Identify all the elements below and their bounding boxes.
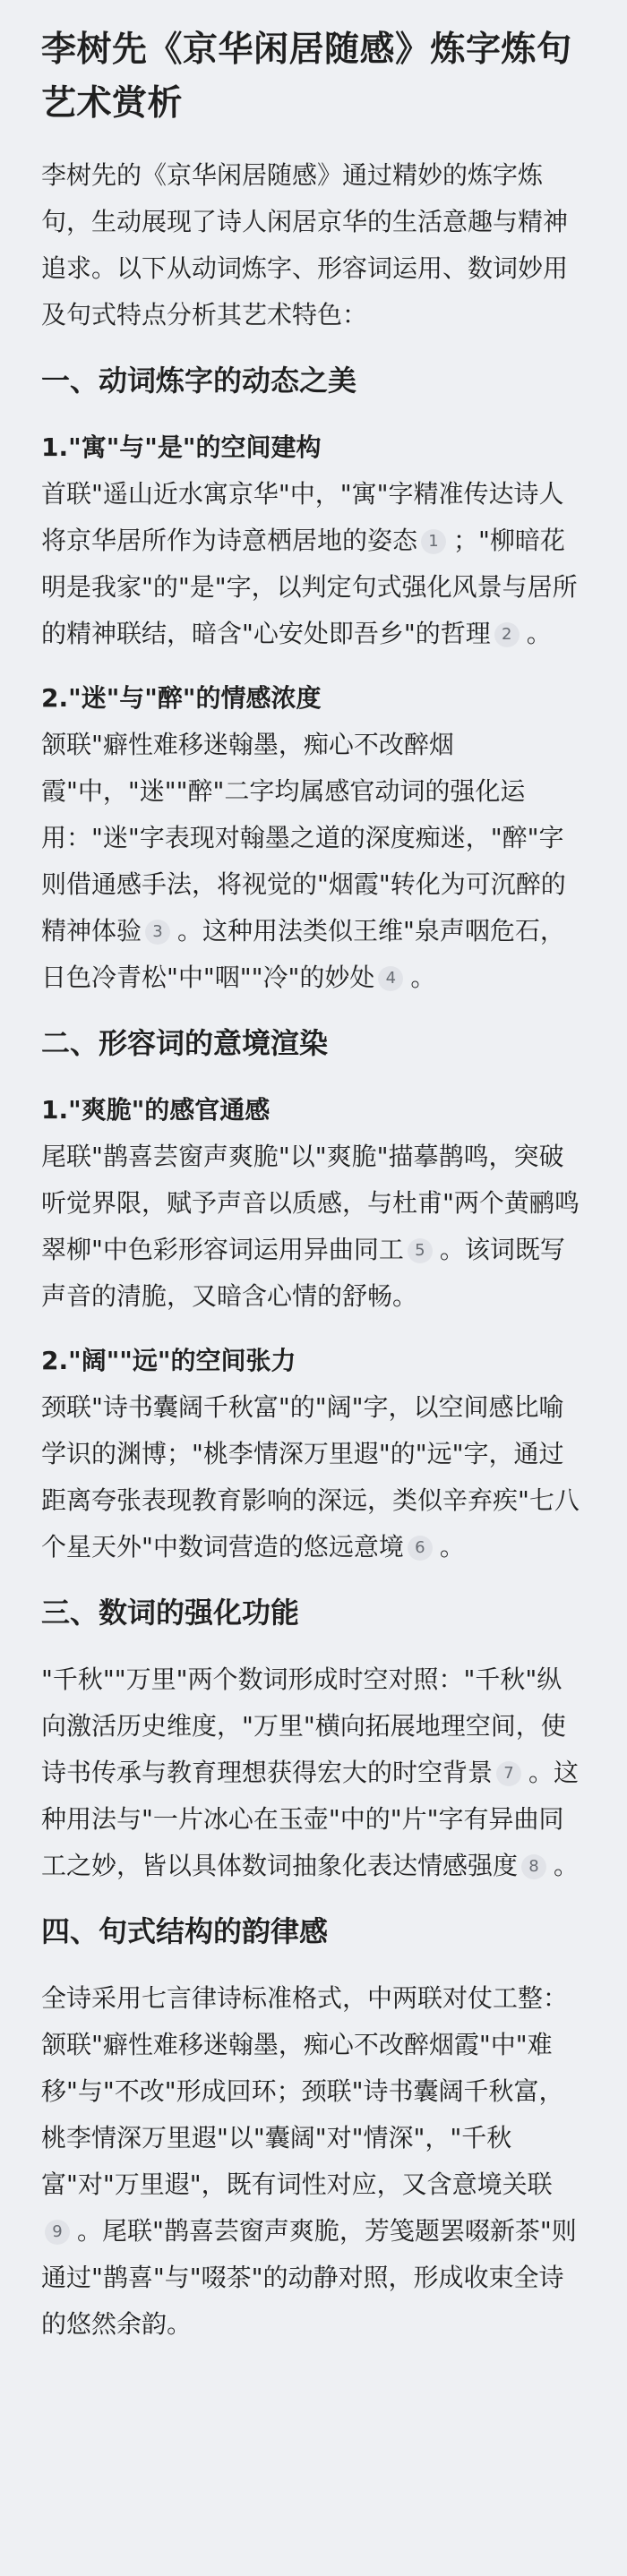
paragraph-text: 全诗采用七言律诗标准格式，中两联对仗工整：颔联"癖性难移迷翰墨，痴心不改醉烟霞"中"难移"与"不改"形成回环；颈联"诗书囊阔千秋富，桃李情深万里遐"以"囊阔"对"情深"，"千秋富"对"万里遐"，既有词性对应，又含意境关联 <box>41 1983 569 2199</box>
section-heading-3: 三、数词的强化功能 <box>41 1596 300 1630</box>
paragraph-text: 颔联"癖性难移迷翰墨，痴心不改醉烟霞"中，"迷""醉"二字均属感官动词的强化运用："迷"字表现对翰墨之道的深度痴迷，"醉"字则借通感手法，将视觉的"烟霞"转化为可沉醉的精神体验 <box>41 730 566 946</box>
page-title: 李树先《京华闲居随感》炼字炼句艺术赏析 <box>41 30 572 124</box>
section-3-paragraph <box>41 1656 586 1889</box>
paragraph-text: 。这种用法类似王维"泉声咽危石，日色冷青松"中"咽""冷"的妙处 <box>41 916 565 992</box>
section-4-paragraph <box>41 1975 586 2348</box>
subsection-title: 1."寓"与"是"的空间建构 <box>41 432 322 462</box>
subsection-title: 1."爽脆"的感官通感 <box>41 1095 271 1125</box>
paragraph-text: 。该词既写声音的清脆，又暗含心情的舒畅。 <box>41 1235 565 1311</box>
paragraph-text: 。这种用法与"一片冰心在玉壶"中的"片"字有异曲同工之妙，皆以具体数词抽象化表达情感强度 <box>41 1758 580 1880</box>
subsection-title: 2."阔""远"的空间张力 <box>41 1346 296 1375</box>
subsection-2-1 <box>41 1087 586 1320</box>
paragraph-text: 颈联"诗书囊阔千秋富"的"阔"字，以空间感比喻学识的渊博；"桃李情深万里遐"的"远"字，通过距离夸张表现教育影响的深远，类似辛弃疾"七八个星天外"中数词营造的悠远意境 <box>41 1392 580 1562</box>
subsection-paragraph <box>41 471 586 657</box>
subsection-paragraph <box>41 1134 586 1320</box>
paragraph-text: 。 <box>410 963 436 992</box>
intro-paragraph: 李树先的《京华闲居随感》通过精妙的炼字炼句，生动展现了诗人闲居京华的生活意趣与精神追求。以下从动词炼字、形容词运用、数词妙用及句式特点分析其艺术特色： <box>41 160 569 329</box>
subsection-1-2 <box>41 675 586 1001</box>
section-heading-1: 一、动词炼字的动态之美 <box>41 364 357 398</box>
citation-badge[interactable]: 3 <box>145 920 170 945</box>
subsection-paragraph <box>41 722 586 1001</box>
paragraph-text: ；"柳暗花明是我家"的"是"字，以判定句式强化风景与居所的精神联结，暗含"心安处即吾乡"的哲理 <box>41 526 578 648</box>
paragraph-text: 尾联"鹊喜芸窗声爽脆"以"爽脆"描摹鹊鸣，突破听觉界限，赋予声音以质感，与杜甫"两个黄鹂鸣翠柳"中色彩形容词运用异曲同工 <box>41 1142 580 1264</box>
paragraph-text: "千秋""万里"两个数词形成时空对照："千秋"纵向激活历史维度，"万里"横向拓展地理空间，使诗书传承与教育理想获得宏大的时空背景 <box>41 1665 566 1787</box>
citation-badge[interactable]: 7 <box>496 1761 521 1786</box>
paragraph-text: 首联"遥山近水寓京华"中，"寓"字精准传达诗人将京华居所作为诗意栖居地的姿态 <box>41 479 564 555</box>
citation-badge[interactable]: 1 <box>421 529 446 554</box>
citation-badge[interactable]: 6 <box>408 1536 433 1561</box>
paragraph-text: 。 <box>554 1851 580 1880</box>
paragraph-text: 。 <box>439 1532 465 1562</box>
subsection-2-2 <box>41 1338 586 1570</box>
subsection-paragraph <box>41 1384 586 1570</box>
citation-badge[interactable]: 2 <box>494 622 520 647</box>
citation-badge[interactable]: 4 <box>378 966 403 991</box>
section-heading-2: 二、形容词的意境渲染 <box>41 1026 329 1060</box>
paragraph-text: 。 <box>526 619 552 648</box>
paragraph-text: 。尾联"鹊喜芸窗声爽脆，芳笺题罢啜新茶"则通过"鹊喜"与"啜茶"的动静对照，形成收束全诗的悠然余韵。 <box>41 2216 577 2339</box>
section-heading-4: 四、句式结构的韵律感 <box>41 1914 329 1948</box>
citation-badge[interactable]: 9 <box>45 2220 70 2245</box>
citation-badge[interactable]: 8 <box>521 1854 546 1879</box>
subsection-1-1 <box>41 424 586 657</box>
subsection-title: 2."迷"与"醉"的情感浓度 <box>41 683 322 713</box>
citation-badge[interactable]: 5 <box>408 1238 433 1263</box>
